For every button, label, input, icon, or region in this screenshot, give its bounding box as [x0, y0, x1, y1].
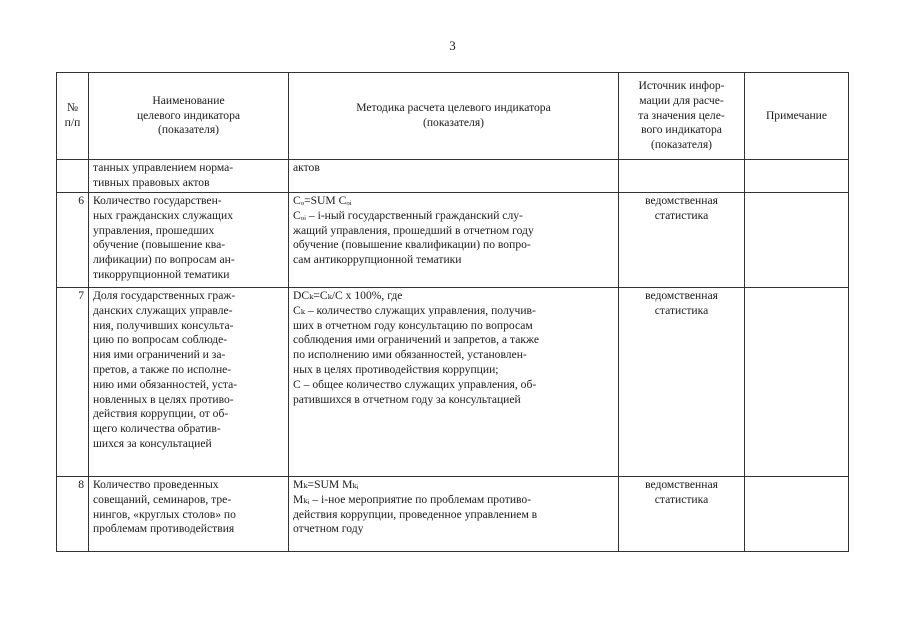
- row-note: [745, 160, 849, 193]
- row-indicator-name: танных управлением норма- тивных правовых актов: [89, 160, 289, 193]
- row-indicator-name: Количество проведенных совещаний, семинаров, тре- нингов, «круглых столов» по проблемам противодействия: [89, 477, 289, 552]
- row-method: Mₖ=SUM Mₖᵢ Mₖᵢ – i-ное мероприятие по проблемам противо- действия коррупции, проведенное управлением в отчетном году: [289, 477, 619, 552]
- row-indicator-name: Доля государственных граж- данских служащих управле- ния, получивших консульта- цию по вопросам соблюде- ния ими ограничений и за- претов, а также по исполне- нию ими обязанностей, уста- новленных в целях противо- действия коррупции, от об- щего количества обратив- шихся за консультацией: [89, 288, 289, 477]
- table-row: [57, 288, 849, 477]
- header-note: Примечание: [745, 73, 849, 160]
- row-source: [619, 160, 745, 193]
- row-indicator-name: Количество государствен- ных гражданских служащих управления, прошедших обучение (повышение ква- лификации) по вопросам ан- тикоррупционной тематики: [89, 193, 289, 288]
- page-number: 3: [449, 38, 456, 53]
- row-source: ведомственная статистика: [619, 477, 745, 552]
- indicators-table: [56, 72, 849, 552]
- row-num: 7: [57, 288, 89, 477]
- header-source: Источник инфор- мации для расче- та значения целе- вого индикатора (показателя): [619, 73, 745, 160]
- header-indicator-name: Наименование целевого индикатора (показателя): [89, 73, 289, 160]
- row-num: 8: [57, 477, 89, 552]
- row-num: 6: [57, 193, 89, 288]
- row-source: ведомственная статистика: [619, 193, 745, 288]
- table-row: [57, 160, 849, 193]
- row-source: ведомственная статистика: [619, 288, 745, 477]
- row-note: [745, 288, 849, 477]
- table-header-row: [57, 73, 849, 160]
- row-note: [745, 193, 849, 288]
- row-method: DCₖ=Cₖ/C x 100%, где Cₖ – количество служащих управления, получив- ших в отчетном году консультацию по вопросам соблюдения ими ограничений и запретов, а также по исполнению ими обязанностей, установлен- ных в целях противодействия коррупции; C – общее количество служащих управления, об- ратившихся в отчетном году за консультацией: [289, 288, 619, 477]
- table-row: [57, 477, 849, 552]
- header-method: Методика расчета целевого индикатора (показателя): [289, 73, 619, 160]
- row-note: [745, 477, 849, 552]
- row-method: актов: [289, 160, 619, 193]
- row-method: Cₒ=SUM Cₒᵢ Cₒᵢ – i-ный государственный гражданский слу- жащий управления, прошедший в отчетном году обучение (повышение квалификации) по вопро- сам антикоррупционной тематики: [289, 193, 619, 288]
- row-num: [57, 160, 89, 193]
- table-row: [57, 193, 849, 288]
- header-num: № п/п: [57, 73, 89, 160]
